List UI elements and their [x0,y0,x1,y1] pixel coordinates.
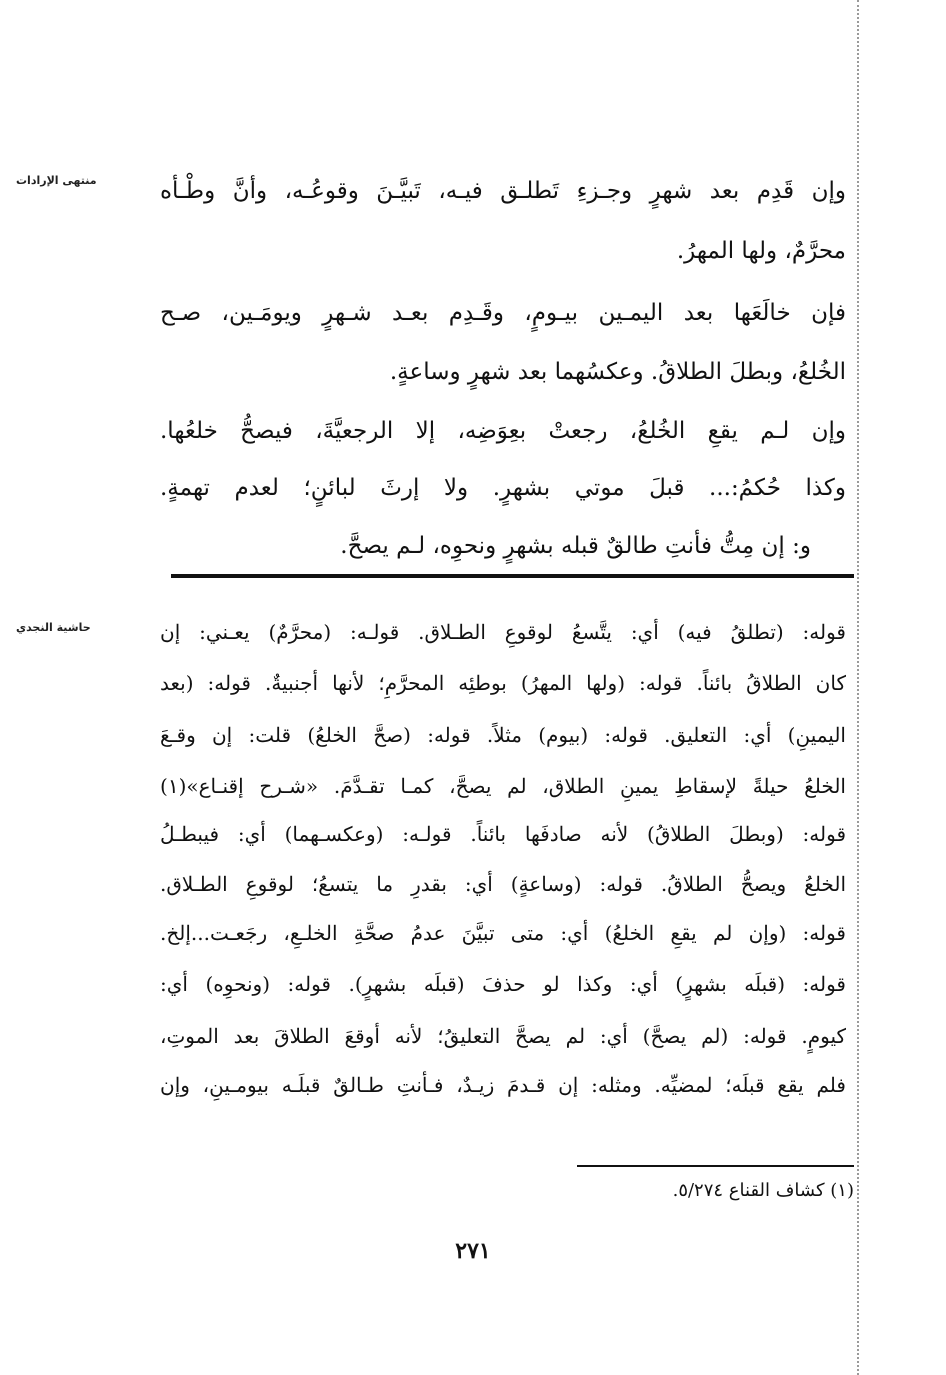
main-text-margin-label: منتهى الإرادات [16,174,97,187]
commentary-line: اليمينِ) أي: التعليق. قوله: (بيوم) مثلاً. قوله: (صحَّ الخلعُ) قلت: إن وقـعَ [160,723,846,747]
footnote-separator [577,1165,854,1167]
page-edge-dotted-line [857,0,859,1375]
commentary-line: فلم يقع قبلَه؛ لمضيِّه. ومثله: إن قـدمَ زيـدٌ، فـأنتِ طـالقٌ قبلَـه بيومـينِ، وإن [160,1073,846,1097]
page-number: ٢٧١ [455,1238,491,1264]
main-text-line: فإن خالَعَها بعد اليمـين بيـومٍ، وقَـدِم بعـد شـهرٍ ويومَـين، صـح [160,300,846,326]
commentary-line: قوله: (وبطلَ الطلاقُ) لأنه صادفَها بائناً. قولـه: (وعكسـهما) أي: فيبطـلُ [160,822,846,846]
commentary-line: قوله: (قبلَه بشهرٍ) أي: وكذا لو حذفَ (قبلَه بشهرٍ). قوله: (ونحوِه) أي: [160,972,846,996]
commentary-line: قوله: (تطلقُ فيه) أي: يتَّسعُ لوقوعِ الطـلاق. قولـه: (محرَّمٌ) يعـني: إن [160,620,846,644]
main-text-line: الخُلعُ، وبطلَ الطلاقُ. وعكسُهما بعد شهرٍ وساعةٍ. [389,359,846,385]
section-divider-rule [171,574,854,578]
main-text-line: وإن لـم يقعِ الخُلعُ، رجعتْ بعِوَضِه، إلا الرجعيَّةَ، فيصحُّ خلعُها. [160,418,846,444]
commentary-line: كيومٍ. قوله: (لم يصحَّ) أي: لم يصحَّ التعليقُ؛ لأنه أوقعَ الطلاقَ بعد الموتِ، [160,1024,846,1048]
main-text-line: وإن قَدِم بعد شهرٍ وجـزءِ تَطلـق فيـه، تَبيَّـنَ وقوعُـه، وأنَّ وطْـأه [160,178,846,204]
commentary-margin-label: حاشية النجدي [16,621,91,634]
commentary-line: الخلعُ ويصحُّ الطلاقُ. قوله: (وساعةٍ) أي: بقدرِ ما يتسعُ؛ لوقوعِ الطـلاق. [160,872,846,896]
commentary-line: كان الطلاقُ بائناً. قوله: (ولها المهرُ) بوطئِه المحرَّمِ؛ لأنها أجنبيةٌ. قوله: (بعد [160,671,846,695]
main-text-line: محرَّمٌ، ولها المهرُ. [676,238,846,264]
commentary-line: الخلعُ حيلةً لإسقاطِ يمينِ الطلاق، لم يصحَّ، كمـا تقـدَّمَ. «شـرح إقنـاع»(١) [160,774,846,798]
commentary-line: قوله: (وإن لم يقعِ الخلعُ) أي: متى تبيَّنَ عدمُ صحَّةِ الخلـعِ، رجَعـت...إلخ. [160,921,846,945]
main-text-line: و: إن مِتُّ فأنتِ طالقٌ قبله بشهرٍ ونحوِه، لـم يصحَّ. [340,533,811,559]
main-text-line: وكذا حُكمُ:... قبلَ موتي بشهرٍ. ولا إرثَ لبائنٍ؛ لعدم تهمةٍ. [160,475,846,501]
footnote: (١) كشاف القناع ٥/٢٧٤. [672,1180,854,1201]
